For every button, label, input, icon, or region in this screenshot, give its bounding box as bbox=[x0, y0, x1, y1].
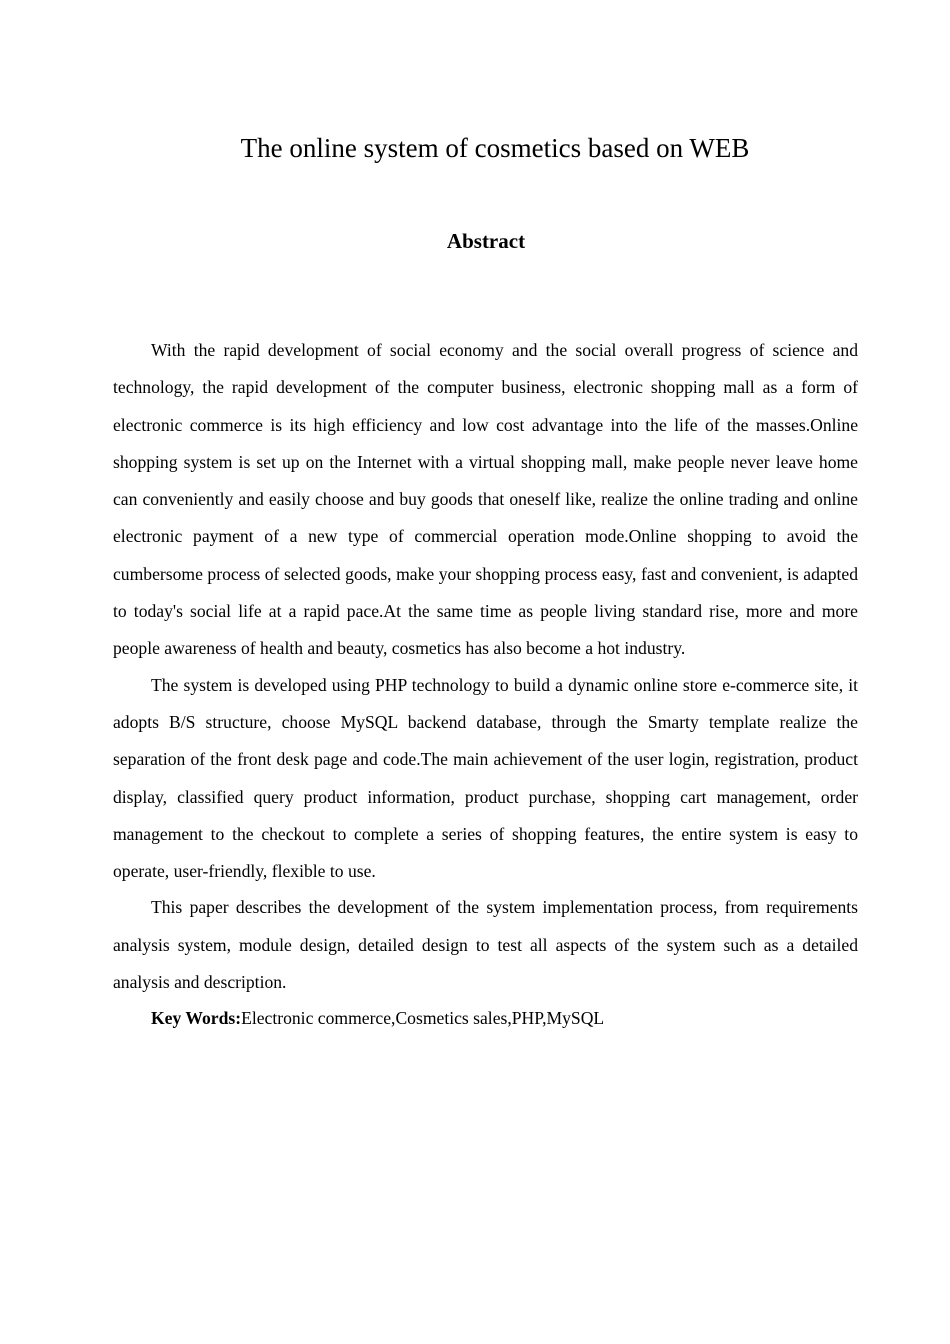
abstract-paragraph-1: With the rapid development of social economy and the social overall progress of science and technology, the rapid development of the computer business, electronic shopping mall as a form of electronic commerce is its high efficiency and low cost advantage into the life of the masses.Online shopping system is set up on the Internet with a virtual shopping mall, make people never leave home can conveniently and easily choose and buy goods that oneself like, realize the online trading and online electronic payment of a new type of commercial operation mode.Online shopping to avoid the cumbersome process of selected goods, make your shopping process easy, fast and convenient, is adapted to today's social life at a rapid pace.At the same time as people living standard rise, more and more people awareness of health and beauty, cosmetics has also become a hot industry. bbox=[113, 340, 858, 659]
keywords-label: Key Words: bbox=[151, 1008, 242, 1029]
abstract-heading: Abstract bbox=[446, 229, 526, 253]
abstract-body bbox=[113, 332, 858, 1038]
page-title: The online system of cosmetics based on WEB bbox=[240, 133, 750, 163]
abstract-paragraph-3: This paper describes the development of the system implementation process, from requirements analysis system, module design, detailed design to test all aspects of the system such as a detailed analysis and description. bbox=[113, 897, 858, 993]
keywords-value: Electronic commerce,Cosmetics sales,PHP,MySQL bbox=[241, 1008, 605, 1029]
keywords-line bbox=[113, 1000, 858, 1037]
abstract-paragraph-2: The system is developed using PHP technology to build a dynamic online store e-commerce site, it adopts B/S structure, choose MySQL backend database, through the Smarty template realize the separation of the front desk page and code.The main achievement of the user login, registration, product display, classified query product information, product purchase, shopping cart management, order management to the checkout to complete a series of shopping features, the entire system is easy to operate, user-friendly, flexible to use. bbox=[113, 674, 858, 882]
